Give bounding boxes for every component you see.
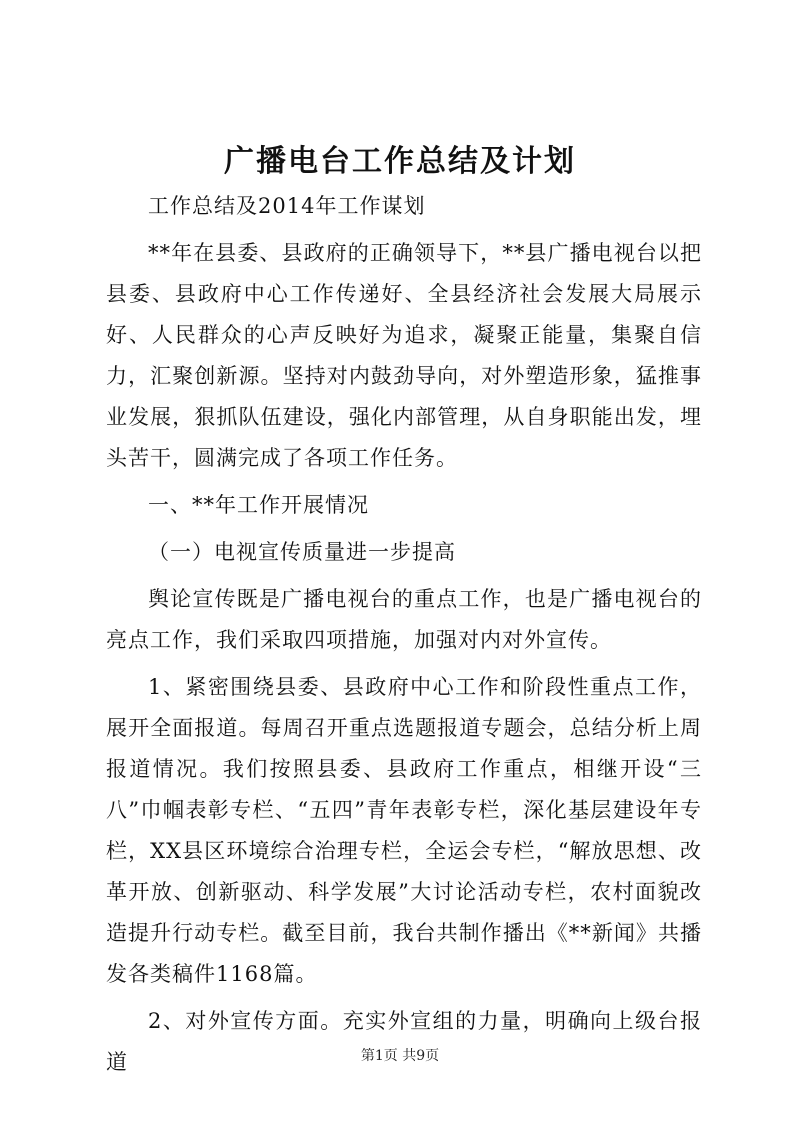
section-heading: 一、**年工作开展情况 [148, 493, 369, 517]
list-item-paragraph: 1、紧密围绕县委、县政府中心工作和阶段性重点工作，展开全面报道。每周召开重点选题报道专题会，总结分析上周报道情况。我们按照县委、县政府工作重点，相继开设“三八”巾帼表彰专栏、“五四”青年表彰专栏，深化基层建设年专栏，XX县区环境综合治理专栏，全运会专栏，“解放思想、改革开放、创新驱动、科学发展”大讨论活动专栏，农村面貌改造提升行动专栏。截至目前，我台共制作播出《**新闻》共播发各类稿件1168篇。 [106, 675, 702, 986]
subtitle-paragraph: 工作总结及2014年工作谋划 [148, 194, 426, 218]
intro-paragraph: **年在县委、县政府的正确领导下，**县广播电视台以把县委、县政府中心工作传递好、全县经济社会发展大局展示好、人民群众的心声反映好为追求，凝聚正能量，集聚自信力，汇聚创新源。坚持对内鼓劲导向，对外塑造形象，猛推事业发展，狠抓队伍建设，强化内部管理，从自身职能出发，埋头苦干，圆满完成了各项工作任务。 [106, 241, 702, 470]
subsection-heading: （一）电视宣传质量进一步提高 [148, 540, 456, 564]
document-title: 广播电台工作总结及计划 [224, 144, 576, 179]
page-footer: 第1页 共9页 [360, 1048, 440, 1064]
body-paragraph: 舆论宣传既是广播电视台的重点工作，也是广播电视台的亮点工作，我们采取四项措施，加强对内对外宣传。 [106, 587, 702, 652]
list-item-paragraph: 2、对外宣传方面。充实外宣组的力量，明确向上级台报道 [106, 1009, 702, 1074]
document-body [106, 186, 702, 1083]
